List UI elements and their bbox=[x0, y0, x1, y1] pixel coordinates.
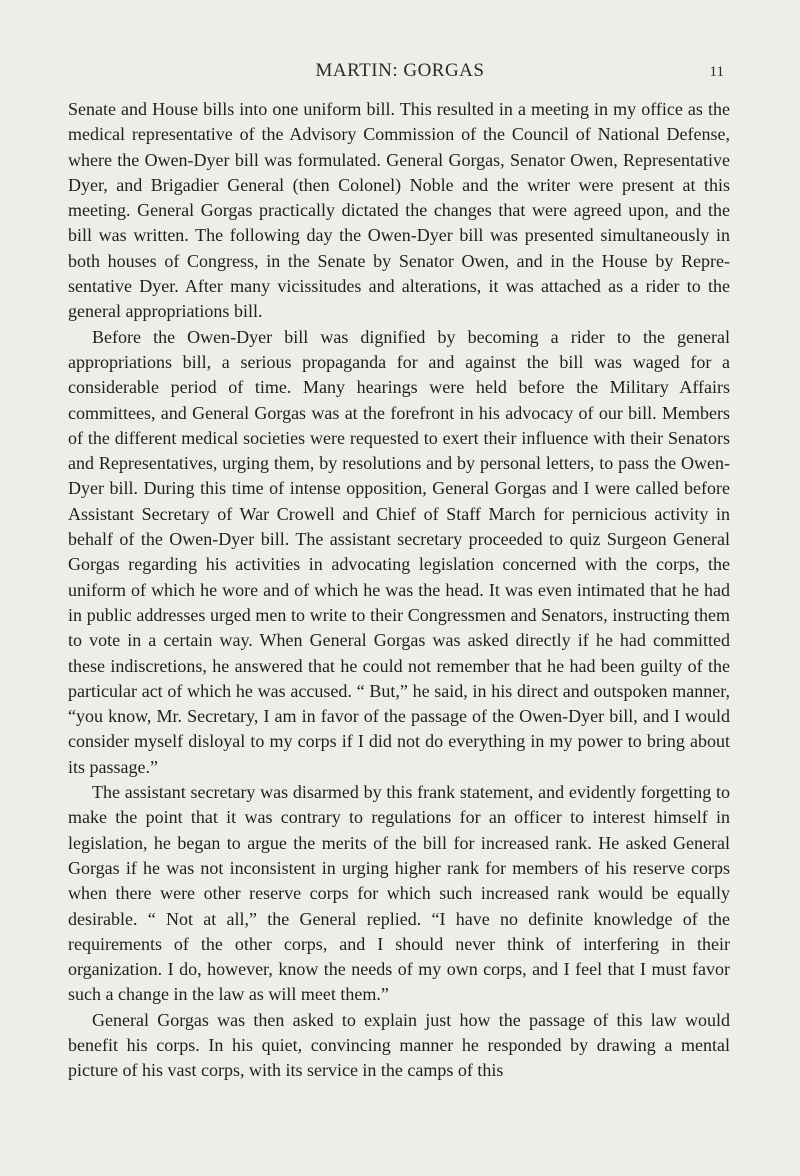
paragraph-1: Senate and House bills into one uniform bill. This resulted in a meeting in my office as the medical representative of the Advisory Commission of the Council of National Defense, where the Owen-Dyer bill was formulated. General Gorgas, Senator Owen, Representative Dyer, and Brigadier General (then Colonel) Noble and the writer were present at this meeting. General Gorgas practically dictated the changes that were agreed upon, and the bill was written. The following day the Owen-Dyer bill was presented simultaneously in both houses of Congress, in the Senate by Senator Owen, and in the House by Representative Dyer. After many vicissitudes and alterations, it was attached as a rider to the general appropriations bill. bbox=[68, 99, 730, 322]
running-head: MARTIN: GORGAS bbox=[315, 60, 485, 81]
paragraph-3: The assistant secretary was disarmed by this frank statement, and evidently forgetting to make the point that it was contrary to regulations for an officer to interest himself in legislation, he began to argue the merits of the bill for increased rank. He asked General Gorgas if he was not inconsistent in urging higher rank for members of his reserve corps when there were other reserve corps for which such increased rank would be equally desirable. “ Not at all,” the General replied. “I have no definite knowledge of the requirements of the other corps, and I should never think of interfering in their organization. I do, however, know the needs of my own corps, and I feel that I must favor such a change in the law as will meet them.” bbox=[68, 782, 730, 1005]
paragraph-2: Before the Owen-Dyer bill was dignified by becoming a rider to the general appropriations bill, a serious propaganda for and against the bill was waged for a considerable period of time. Many hearings were held before the Military Affairs committees, and General Gorgas was at the forefront in his advocacy of our bill. Members of the different medical societies were requested to exert their influence with their Senators and Representatives, urging them, by resolutions and by personal letters, to pass the Owen-Dyer bill. During this time of intense opposition, General Gorgas and I were called before Assistant Secretary of War Crowell and Chief of Staff March for pernicious activity in behalf of the Owen-Dyer bill. The assistant secretary proceeded to quiz Surgeon General Gorgas regarding his activities in advocating legislation concerned with the corps, the uniform of which he wore and of which he was the head. It was even intimated that he had in public addresses urged men to write to their Congressmen and Senators, instructing them to vote in a certain way. When General Gorgas was asked directly if he had committed these indiscretions, he answered that he could not remember that he had been guilty of the particular act of which he was accused. “ But,” he said, in his direct and outspoken manner, “you know, Mr. Secretary, I am in favor of the passage of the Owen-Dyer bill, and I would consider myself disloyal to my corps if I did not do everything in my power to bring about its passage.” bbox=[68, 326, 730, 777]
page-number: 11 bbox=[709, 64, 724, 80]
paragraph-4: General Gorgas was then asked to explain just how the passage of this law would benefit his corps. In his quiet, convincing manner he responded by drawing a mental picture of his vast corps, with its service in the camps of this bbox=[68, 1009, 730, 1081]
body-text bbox=[68, 97, 730, 1084]
